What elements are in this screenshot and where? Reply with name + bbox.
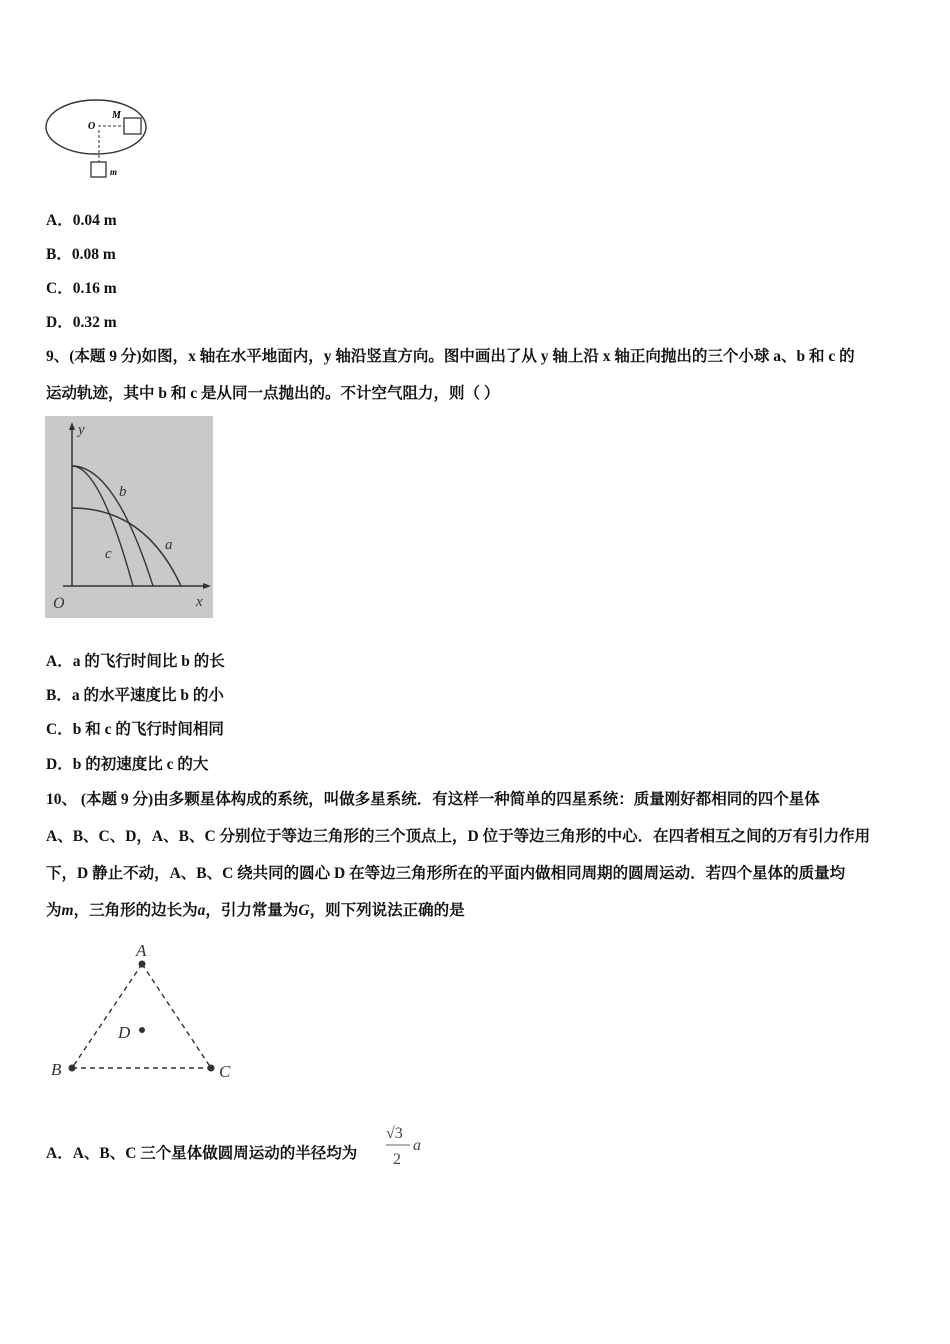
label-C: C	[219, 1062, 231, 1081]
mass-m-box	[91, 162, 106, 177]
q9-stem-line1: 9、(本题 9 分)如图，x 轴在水平地面内，y 轴沿竖直方向。图中画出了从 y 轴上沿 x 轴正向抛出的三个小球 a、b 和 c 的	[46, 348, 855, 365]
origin-label: O	[53, 595, 65, 612]
y-axis-label: y	[78, 422, 85, 438]
formula-sqrt3-over-2-a	[382, 1118, 428, 1172]
q9-stem-line2: 运动轨迹，其中 b 和 c 是从同一点抛出的。不计空气阻力，则（ ）	[46, 385, 500, 402]
q8-option-d: D．0.32 m	[46, 314, 117, 331]
formula-numerator: √3	[386, 1125, 403, 1142]
label-m: m	[110, 167, 118, 177]
var-a: a	[197, 902, 206, 919]
q9-option-b: B．a 的水平速度比 b 的小	[46, 687, 224, 704]
curve-a-label: a	[165, 537, 173, 553]
label-o: O	[88, 121, 96, 132]
q9-option-d: D．b 的初速度比 c 的大	[46, 756, 209, 773]
q8-option-a: A．0.04 m	[46, 212, 117, 229]
mass-M-box	[124, 118, 141, 134]
q10-option-a: A．A、B、C 三个星体做圆周运动的半径均为	[46, 1145, 358, 1162]
q10-stem-line4: 为m，三角形的边长为a，引力常量为G，则下列说法正确的是	[46, 902, 465, 919]
q9-option-c: C．b 和 c 的飞行时间相同	[46, 721, 224, 738]
curve-c-label: c	[105, 546, 112, 562]
label-M: M	[112, 110, 121, 121]
q9-option-a: A．a 的飞行时间比 b 的长	[46, 653, 225, 670]
disk-pulley-figure	[44, 96, 154, 186]
var-G: G	[298, 902, 310, 919]
point-A	[139, 961, 146, 968]
q10-stem-line3: 下，D 静止不动，A、B、C 绕共同的圆心 D 在等边三角形所在的平面内做相同周期的圆周运动．若四个星体的质量均	[46, 865, 846, 882]
q8-option-b: B．0.08 m	[46, 246, 116, 263]
triangle-figure	[44, 938, 244, 1086]
label-D: D	[118, 1023, 131, 1042]
formula-denominator: 2	[393, 1151, 401, 1168]
label-B: B	[51, 1060, 62, 1079]
point-C	[208, 1065, 215, 1072]
formula-var: a	[413, 1137, 421, 1154]
point-D	[139, 1027, 145, 1033]
point-B	[69, 1065, 76, 1072]
q10-stem-line2: A、B、C、D，A、B、C 分别位于等边三角形的三个顶点上，D 位于等边三角形的中心．在四者相互之间的万有引力作用	[46, 828, 871, 845]
q10-stem-line1: 10、 (本题 9 分)由多颗星体构成的系统，叫做多星系统．有这样一种简单的四星系统：质量刚好都相同的四个星体	[46, 791, 820, 808]
q8-option-c: C．0.16 m	[46, 280, 117, 297]
x-axis-label: x	[196, 594, 203, 610]
label-A: A	[136, 941, 147, 960]
curve-b-label: b	[119, 484, 127, 500]
trajectory-figure	[45, 416, 213, 618]
var-m: m	[61, 902, 74, 919]
